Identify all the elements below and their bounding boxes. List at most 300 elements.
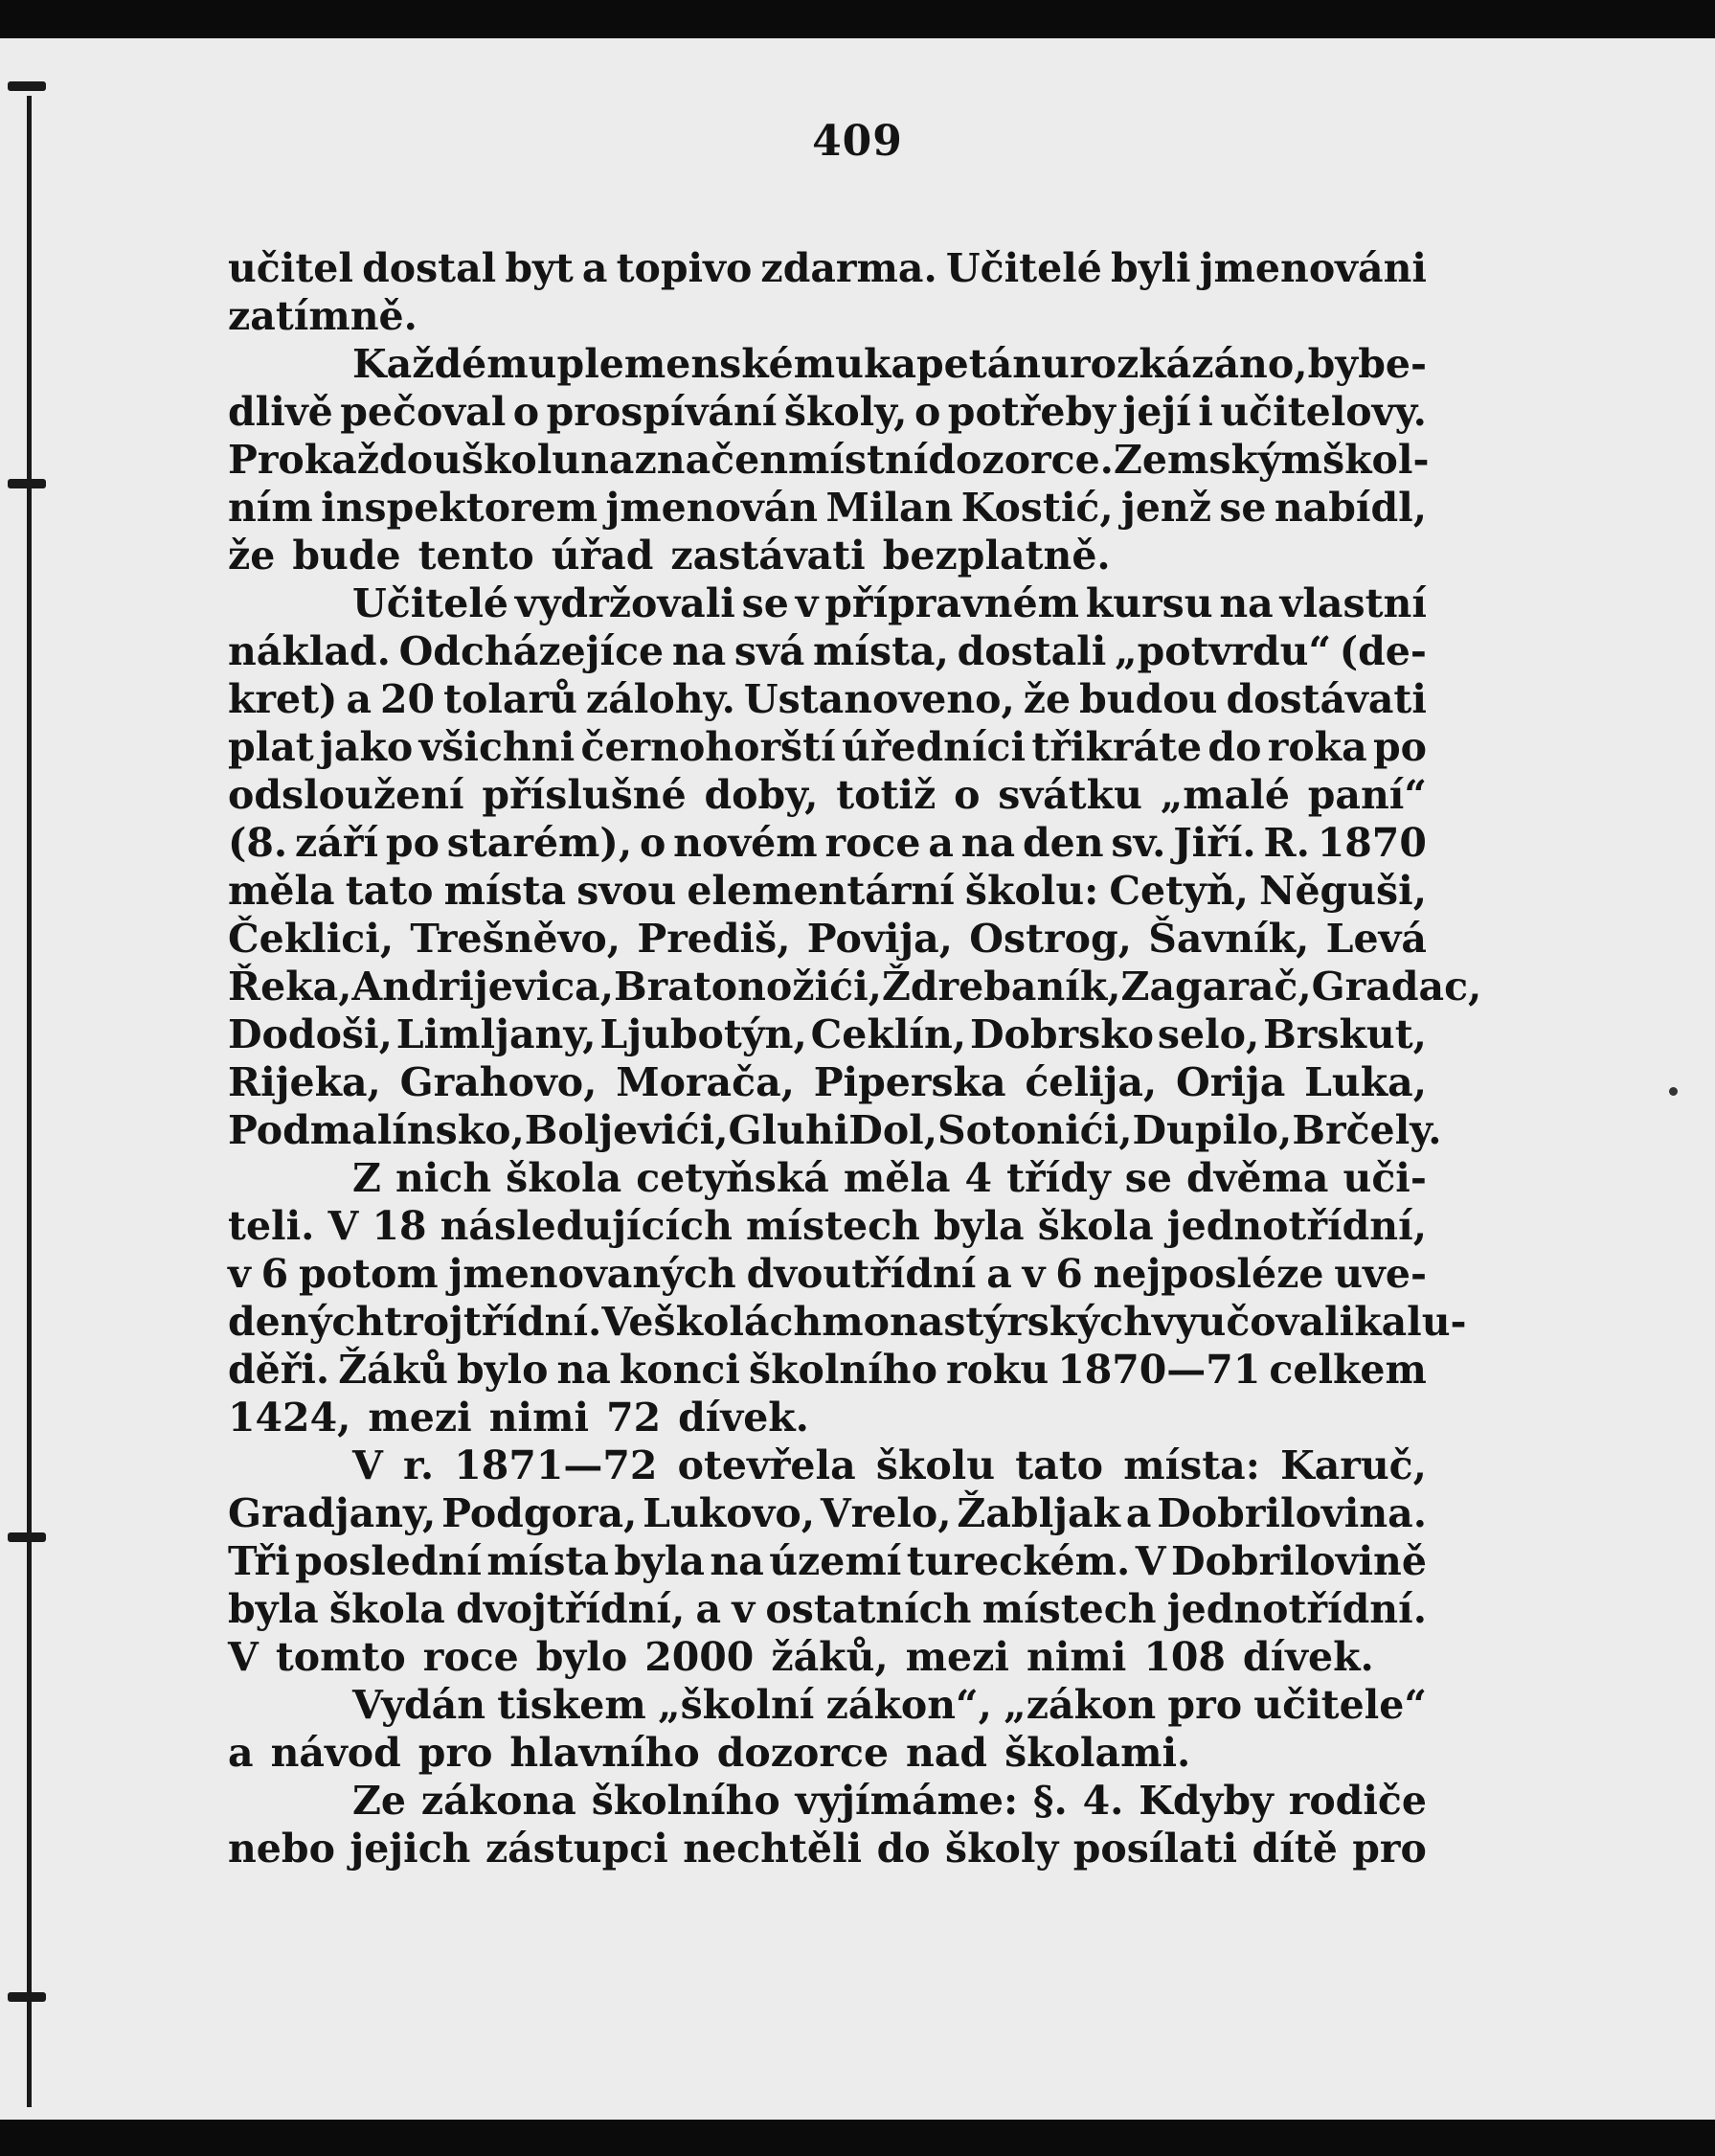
word: v [732,1586,756,1632]
word: bylo [457,1347,549,1393]
text-line [228,963,1482,1010]
word: Ze [352,1778,407,1824]
word: a [695,1586,722,1632]
word: byla [228,1586,319,1632]
page-number: 409 [812,117,903,166]
text-line [228,340,1427,388]
word: jmenován [605,485,819,531]
word: R. [1263,820,1310,866]
word: učitel [228,245,353,291]
word: Ljubotýn, [599,1011,807,1057]
word: dítě [1252,1826,1338,1872]
word: do [876,1826,931,1872]
word: dvěma [1185,1155,1329,1201]
word: (de- [1339,628,1427,674]
word: o [639,820,666,866]
word: pro [1167,1682,1243,1728]
word: nad [906,1730,988,1776]
text-line [228,484,1427,532]
word: selo, [1157,1011,1260,1057]
word: Lukovo, [643,1490,815,1536]
text-line [228,1298,1467,1346]
word: 6 [1055,1251,1083,1297]
word: Prediš, [637,916,791,962]
text-line [228,771,1427,819]
word: v [228,1251,251,1297]
word: úředníci [841,724,1027,770]
word: ním [228,485,313,531]
word: učitelovy. [1220,389,1427,435]
word: „malé [1160,772,1290,818]
word: na [671,628,727,674]
word: místech [746,1203,920,1249]
margin-speck [1669,1087,1678,1096]
word: na [960,820,1016,866]
word: místech [982,1586,1157,1632]
text-line [228,1825,1427,1872]
text-line [228,1058,1427,1106]
word: 6 [260,1251,289,1297]
word: Ždrebaník, [881,964,1121,1010]
word: třikráte [1031,724,1203,770]
word: její [1122,389,1191,435]
text-line [228,1394,1427,1441]
binding-edge [27,96,32,2107]
word: a [228,1730,254,1776]
word: ćelija, [1025,1059,1158,1105]
word: Vrelo, [820,1490,952,1536]
word: mezi [905,1634,1009,1680]
text-line [228,532,1427,579]
word: Vydán [352,1682,486,1728]
text-line [228,292,1427,340]
word: úřad [551,533,654,579]
word: Morača, [616,1059,795,1105]
text-line [228,1010,1427,1058]
text-line [228,627,1427,675]
word: vlastní [1279,580,1427,626]
word: školy [945,1826,1059,1872]
word: Ceklín, [810,1011,967,1057]
word: vyučovali [1151,1299,1355,1345]
word: školního [591,1778,780,1824]
word: kret) [228,676,338,722]
word: zálohy. [585,676,735,722]
word: místa [486,1538,609,1584]
word: měla [843,1155,951,1201]
word: září [295,820,379,866]
word: Levá [1325,916,1427,962]
word: Sotonići, [937,1107,1133,1153]
word: odsloužení [228,772,464,818]
word: kalu- [1354,1299,1467,1345]
word: Dodoši, [228,1011,393,1057]
word: Něguši, [1259,868,1427,914]
word: měla [228,868,335,914]
word: škola [1037,1203,1154,1249]
word: Zemským [1113,437,1323,483]
word: paní“ [1307,772,1427,818]
word: celkem [1269,1347,1427,1393]
word: jednotřídní, [1166,1203,1427,1249]
word: Gradac, [1311,964,1482,1010]
word: be- [1358,341,1427,387]
word: místní [788,437,929,483]
word: Luka, [1304,1059,1427,1105]
word: a [986,1251,1012,1297]
body-text [228,244,1482,1872]
word: školu [875,1442,996,1488]
word: jednotřídní. [1166,1586,1427,1632]
word: Boljevići, [524,1107,729,1153]
word: V [1135,1538,1166,1584]
word: tiskem [497,1682,646,1728]
word: a [581,245,608,291]
word: Učitelé [352,580,508,626]
word: potřeby [947,389,1116,435]
word: pro [417,1730,493,1776]
text-line [228,579,1427,627]
word: dostávati [1226,676,1427,722]
word: by [1307,341,1359,387]
word: 1871—72 [454,1442,658,1488]
word: nimi [1026,1634,1127,1680]
word: elementární [687,868,955,914]
word: žáků, [771,1634,889,1680]
word: 20 [380,676,436,722]
word: a [928,820,954,866]
word: černohorští [580,724,836,770]
word: Z [352,1155,381,1201]
word: budou [1079,676,1218,722]
word: tato [1015,1442,1104,1488]
word: teli. [228,1203,315,1249]
text-line [228,1585,1427,1633]
word: příslušné [482,772,687,818]
word: byt [505,245,574,291]
word: hlavního [509,1730,700,1776]
word: do [1207,724,1262,770]
word: Brčely. [1292,1107,1442,1153]
word: tureckém. [906,1538,1131,1584]
word: tomto [275,1634,406,1680]
text-line [228,915,1427,963]
word: tato [345,868,434,914]
word: topivo [616,245,753,291]
text-line [228,388,1427,436]
word: nabídl, [1274,485,1427,531]
word: o [512,389,540,435]
word: bezplatně. [882,533,1111,579]
text-line [228,1681,1427,1729]
word: potom [298,1251,439,1297]
word: o [914,389,941,435]
word: byla [614,1538,705,1584]
word: 18 [372,1203,427,1249]
word: bude [292,533,401,579]
word: mezi [368,1395,472,1441]
text-line [228,436,1430,484]
text-line [228,675,1427,723]
word: školu [461,437,581,483]
word: posílati [1072,1826,1238,1872]
word: nimi [488,1395,590,1441]
word: svátku [998,772,1142,818]
word: roku [945,1347,1049,1393]
word: Každému [352,341,557,387]
word: monastýrských [822,1299,1152,1345]
word: Ve [601,1299,654,1345]
text-line [228,244,1427,292]
word: dozorce [716,1730,890,1776]
word: „potvrdu“ [1115,628,1332,674]
word: dených [228,1299,385,1345]
word: svá [733,628,805,674]
word: jmenovaných [448,1251,736,1297]
word: poslední [295,1538,482,1584]
word: prospívání [546,389,778,435]
word: roka [1267,724,1367,770]
word: se [1124,1155,1172,1201]
word: Karuč, [1280,1442,1427,1488]
word: starém), [446,820,633,866]
word: škola [506,1155,622,1201]
word: Grahovo, [399,1059,598,1105]
word: uči- [1343,1155,1427,1201]
word: konci [619,1347,740,1393]
word: V [228,1634,259,1680]
word: plat [228,724,314,770]
word: Tři [228,1538,290,1584]
word: náklad. [228,628,391,674]
word: Rijeka, [228,1059,381,1105]
word: a [1125,1490,1152,1536]
word: naznačen [580,437,789,483]
word: dostali [957,628,1107,674]
text-line [228,1441,1427,1489]
word: roce [824,820,921,866]
word: dívek. [678,1395,809,1441]
word: Podmalínsko, [228,1107,525,1153]
word: plemenskému [556,341,864,387]
text-line [228,1250,1427,1298]
word: školu: [964,868,1099,914]
word: školách [653,1299,823,1345]
word: roce [422,1634,519,1680]
text-line [228,1537,1427,1585]
word: dvojtřídní, [456,1586,686,1632]
word: vyjímáme: [795,1778,1019,1824]
word: školního [749,1347,937,1393]
word: nebo [228,1826,335,1872]
word: následujících [440,1203,733,1249]
word: Kostić, [960,485,1114,531]
word: všichni [418,724,575,770]
word: na [556,1347,611,1393]
word: učitele“ [1253,1682,1427,1728]
word: a [346,676,372,722]
word: Dobrilovina. [1157,1490,1427,1536]
word: Dobrsko [969,1011,1154,1057]
word: Gluhi [728,1107,849,1153]
word: tento [417,533,534,579]
text-line [228,1489,1427,1537]
word: bylo [535,1634,628,1680]
word: Dupilo, [1132,1107,1293,1153]
text-line [228,1633,1427,1681]
word: rozkázáno, [1070,341,1308,387]
word: Řeka, [228,964,352,1010]
word: nich [395,1155,492,1201]
text-line [228,1106,1442,1154]
word: škol- [1322,437,1430,483]
word: škola [328,1586,445,1632]
word: kapetánu [864,341,1070,387]
binding-pin [8,1532,46,1542]
word: místa, [813,628,949,674]
word: 4. [1082,1778,1124,1824]
word: děři. [228,1347,330,1393]
word: novém [673,820,818,866]
word: Povija, [806,916,953,962]
word: otevřela [677,1442,856,1488]
word: trojtřídní. [384,1299,602,1345]
word: i [1198,389,1213,435]
word: místa: [1123,1442,1260,1488]
word: místa [443,868,567,914]
word: Žabljak [957,1490,1120,1536]
word: Zagarač, [1120,964,1312,1010]
word: uve- [1334,1251,1427,1297]
word: Piperska [813,1059,1006,1105]
word: že [228,533,276,579]
word: rodiče [1288,1778,1427,1824]
word: jejich [350,1826,471,1872]
word: Milan [825,485,954,531]
word: cetyňská [636,1155,829,1201]
text-line [228,1729,1427,1777]
text-line [228,1777,1427,1825]
word: o [954,772,981,818]
word: v [795,580,819,626]
word: 4 [964,1155,993,1201]
word: 108 [1143,1634,1226,1680]
word: 2000 [644,1634,755,1680]
word: třídy [1006,1155,1111,1201]
word: zákona [420,1778,576,1824]
word: Brskut, [1263,1011,1427,1057]
text-line [228,867,1427,915]
word: inspektorem [321,485,598,531]
word: Čeklici, [228,916,395,962]
word: jako [320,724,414,770]
word: tolarů [443,676,577,722]
word: (8. [228,820,288,866]
word: že [1023,676,1072,722]
word: Gradjany, [228,1490,437,1536]
text-line [228,1154,1427,1202]
word: sv. [1111,820,1166,866]
word: V [327,1203,359,1249]
word: pro [1352,1826,1427,1872]
word: zákon“, [825,1682,992,1728]
word: „školní [658,1682,815,1728]
word: Učitelé [945,245,1102,291]
word: přípravném [824,580,1080,626]
word: ostatních [765,1586,972,1632]
word: každou [304,437,462,483]
word: doby, [704,772,819,818]
word: 1870—71 [1057,1347,1261,1393]
word: dozorce. [928,437,1114,483]
word: dostal [362,245,497,291]
binding-pin [8,1992,46,2002]
word: svou [576,868,677,914]
word: se [1219,485,1267,531]
word: dívek. [1242,1634,1374,1680]
word: území [769,1538,902,1584]
word: zdarma. [760,245,937,291]
word: Podgora, [441,1490,638,1536]
word: Bratonožići, [614,964,882,1010]
word: Pro [228,437,305,483]
word: §. [1033,1778,1068,1824]
word: totiž [836,772,936,818]
word: Dol, [848,1107,938,1153]
word: Dobrilovině [1170,1538,1427,1584]
word: Odcházejíce [398,628,665,674]
word: jmenováni [1199,245,1427,291]
word: školy, [783,389,908,435]
word: Trešněvo, [410,916,621,962]
word: jenž [1120,485,1211,531]
word: zatímně. [228,293,417,339]
word: byli [1110,245,1191,291]
word: po [1372,724,1427,770]
word: po [385,820,440,866]
binding-pin [8,479,46,488]
word: Andrijevica, [351,964,614,1010]
word: 1870 [1317,820,1427,866]
word: V [352,1442,383,1488]
text-line [228,1346,1427,1394]
word: školami. [1004,1730,1191,1776]
word: Jiří. [1173,820,1256,866]
word: v [1022,1251,1046,1297]
word: r. [402,1442,435,1488]
word: Ostrog, [969,916,1132,962]
word: Šavník, [1148,916,1310,962]
word: nechtěli [683,1826,863,1872]
word: 1424, [228,1395,351,1441]
word: zástupci [485,1826,668,1872]
text-line [228,1202,1427,1250]
word: Žáků [338,1347,448,1393]
word: vydržovali [514,580,735,626]
word: se [741,580,789,626]
word: byla [933,1203,1025,1249]
word: nejposléze [1093,1251,1324,1297]
word: den [1022,820,1104,866]
word: Ustanoveno, [743,676,1015,722]
word: dlivě [228,389,333,435]
word: Cetyň, [1109,868,1249,914]
word: pečoval [340,389,507,435]
word: návod [270,1730,401,1776]
word: na [1219,580,1274,626]
text-line [228,723,1427,771]
word: 72 [606,1395,662,1441]
